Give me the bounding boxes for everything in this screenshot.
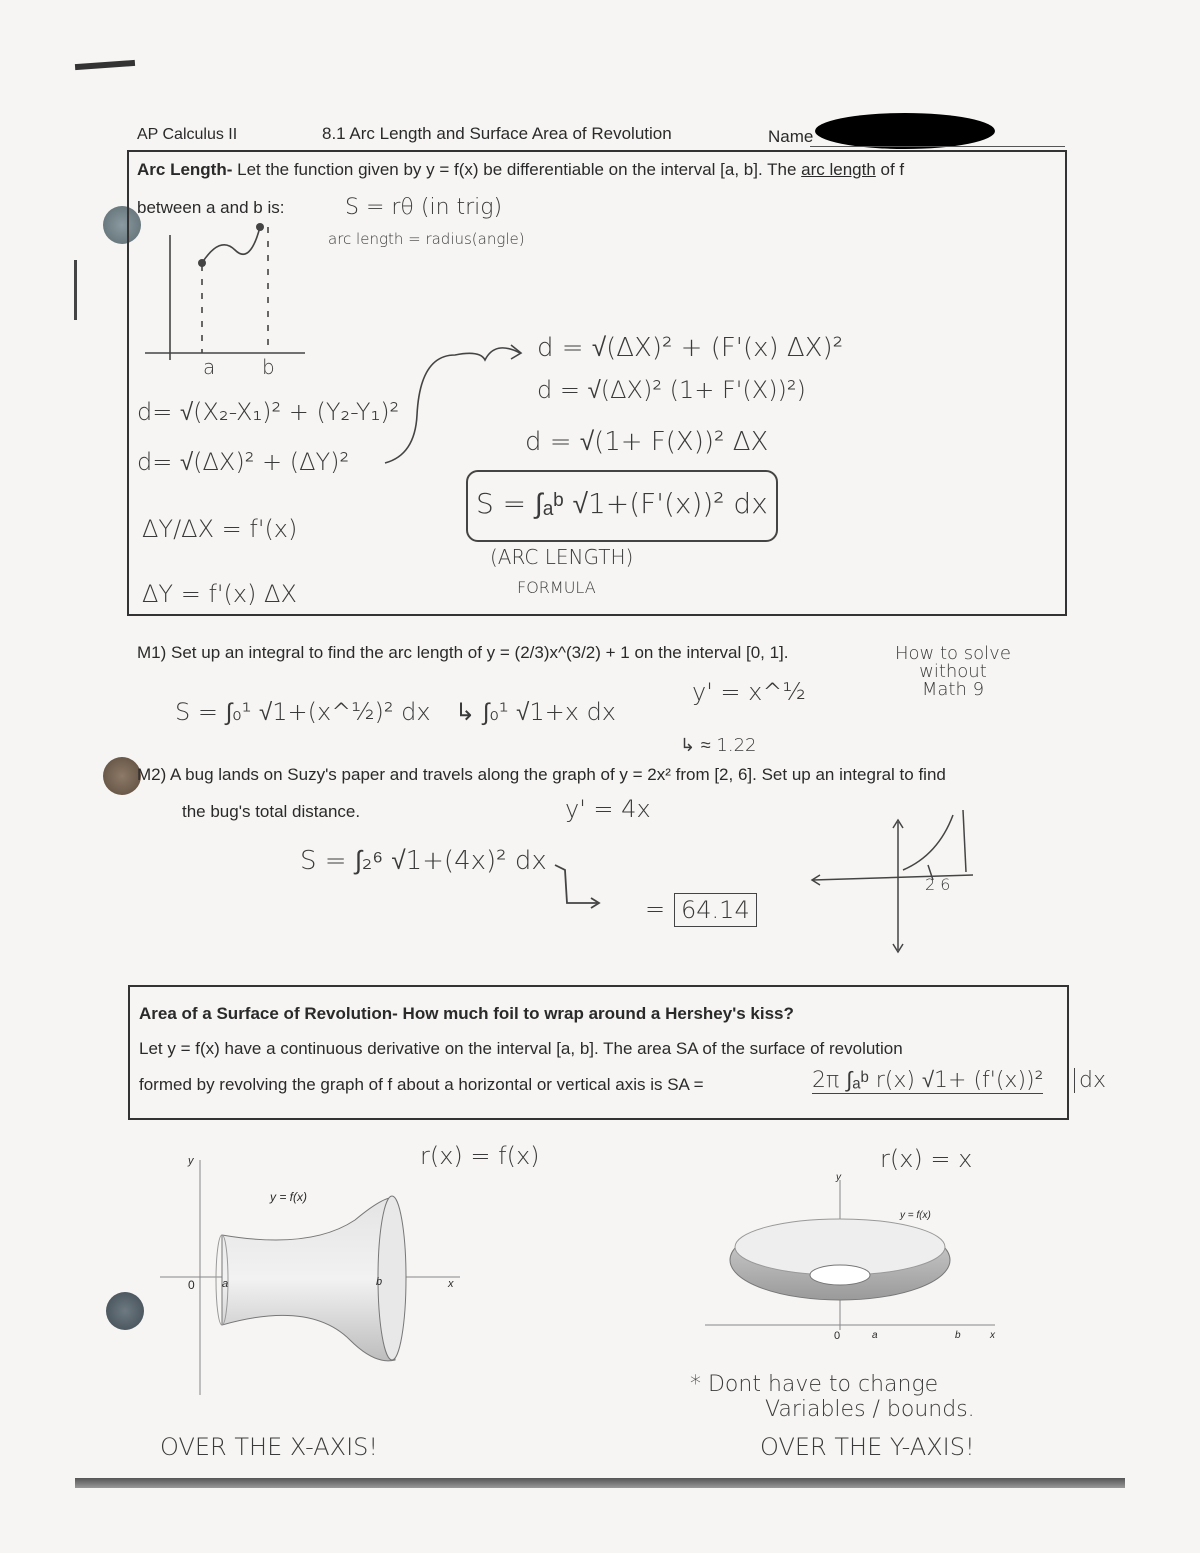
formula-caption-2: FORMULA [517, 578, 596, 597]
graph-label-b: b [262, 355, 275, 379]
m2-work: S = ∫₂⁶ √1+(4x)² dx [300, 846, 547, 876]
note-line: without [919, 661, 987, 682]
right-b-label: b [955, 1330, 961, 1341]
m2-answer: 64.14 [674, 893, 757, 927]
left-b-label: b [376, 1276, 383, 1288]
derivation-step-3: d = √(1+ F(X))² ΔX [525, 427, 769, 457]
slope-step: ΔY/ΔX = f'(x) [142, 515, 298, 543]
surface-line-1: Let y = f(x) have a continuous derivative on the interval [a, b]. The area SA of the surface of revolution [139, 1039, 903, 1058]
m2-sketch [808, 810, 978, 955]
scan-edge-left [74, 260, 77, 320]
left-y-label: y [188, 1155, 194, 1167]
term: arc length [801, 160, 876, 179]
right-y-label: y [836, 1172, 841, 1183]
arrow-connector [385, 335, 535, 475]
note-line: How to solve [895, 643, 1011, 664]
derivation-step-1: d = √(ΔX)² + (F'(x) ΔX)² [537, 333, 844, 363]
left-radius-note: r(x) = f(x) [420, 1142, 540, 1170]
scan-edge-bottom [75, 1478, 1125, 1488]
dy-step: ΔY = f'(x) ΔX [142, 580, 297, 608]
m1-answer: ↳ ≈ 1.22 [680, 735, 757, 756]
definition-text: Let the function given by y = f(x) be differentiable on the interval [a, b]. The [232, 160, 802, 179]
right-origin-label: 0 [834, 1330, 841, 1342]
surface-formula: 2π ∫ₐᵇ r(x) √1+ (f'(x))² [812, 1068, 1044, 1093]
trig-note-words: arc length = radius(angle) [328, 230, 525, 248]
right-a-label: a [872, 1330, 878, 1341]
distance-delta: d= √(ΔX)² + (ΔY)² [137, 448, 350, 476]
heading: Arc Length- [137, 160, 233, 179]
m2-prompt: M2) A bug lands on Suzy's paper and travels along the graph of y = 2x² from [2, 6]. Set up an integral to find [137, 765, 946, 784]
left-a-label: a [222, 1278, 229, 1290]
course-label: AP Calculus II [137, 126, 238, 143]
m1-side-note [895, 645, 1011, 699]
arc-sketch [140, 215, 310, 385]
arc-length-definition [137, 160, 904, 180]
y-axis-caption: OVER THE Y-AXIS! [760, 1433, 975, 1461]
arc-length-formula: S = ∫ₐᵇ √1+(F'(x))² dx [476, 487, 768, 520]
worksheet-title: 8.1 Arc Length and Surface Area of Revolution [322, 124, 672, 143]
name-label: Name [768, 127, 814, 146]
m1-derivative: y' = x^½ [692, 678, 806, 706]
left-x-label: x [448, 1278, 454, 1290]
m1-prompt: M1) Set up an integral to find the arc length of y = (2/3)x^(3/2) + 1 on the interval [0, 1]. [137, 643, 789, 662]
distance-formula: d= √(X₂-X₁)² + (Y₂-Y₁)² [137, 398, 400, 426]
graph-label-a: a [203, 355, 216, 379]
m2-equals: = [645, 895, 666, 923]
hole-punch [106, 1292, 144, 1330]
formula-caption: (ARC LENGTH) [490, 545, 634, 569]
right-radius-note: r(x) = x [880, 1145, 973, 1173]
trig-note: S = rθ (in trig) [345, 195, 503, 220]
definition-end: of f [875, 160, 905, 179]
left-fx-label: y = f(x) [270, 1190, 308, 1204]
bounds-note: * Dont have to change [690, 1372, 939, 1397]
name-line [810, 146, 1065, 147]
surface-line-2: formed by revolving the graph of f about a horizontal or vertical axis is SA = [139, 1075, 704, 1094]
surface-y-axis-figure [700, 1175, 1000, 1335]
right-fx-label: y = f(x) [900, 1210, 931, 1221]
name-redaction [815, 113, 995, 149]
surface-formula-dx: dx [1074, 1068, 1106, 1093]
m2-prompt-2: the bug's total distance. [182, 802, 361, 821]
surface-heading: Area of a Surface of Revolution- How much foil to wrap around a Hershey's kiss? [139, 1004, 794, 1023]
m2-arrow [555, 865, 605, 905]
m2-sketch-labels: 2 6 [925, 875, 951, 894]
left-origin-label: 0 [188, 1278, 195, 1292]
right-x-label: x [990, 1330, 995, 1341]
m1-work-2: ↳ ∫₀¹ √1+x dx [455, 698, 617, 726]
surface-x-axis-figure [160, 1150, 470, 1400]
derivation-step-2: d = √(ΔX)² (1+ F'(X))²) [537, 376, 806, 404]
scan-edge-top [75, 60, 135, 70]
note-line: Math 9 [921, 679, 985, 700]
bounds-note-2: Variables / bounds. [765, 1397, 975, 1422]
definition-line-2: between a and b is: [137, 198, 285, 217]
hole-punch [103, 757, 141, 795]
x-axis-caption: OVER THE X-AXIS! [160, 1433, 379, 1461]
m1-work-1: S = ∫₀¹ √1+(x^½)² dx [175, 698, 431, 726]
m2-derivative: y' = 4x [565, 795, 651, 823]
